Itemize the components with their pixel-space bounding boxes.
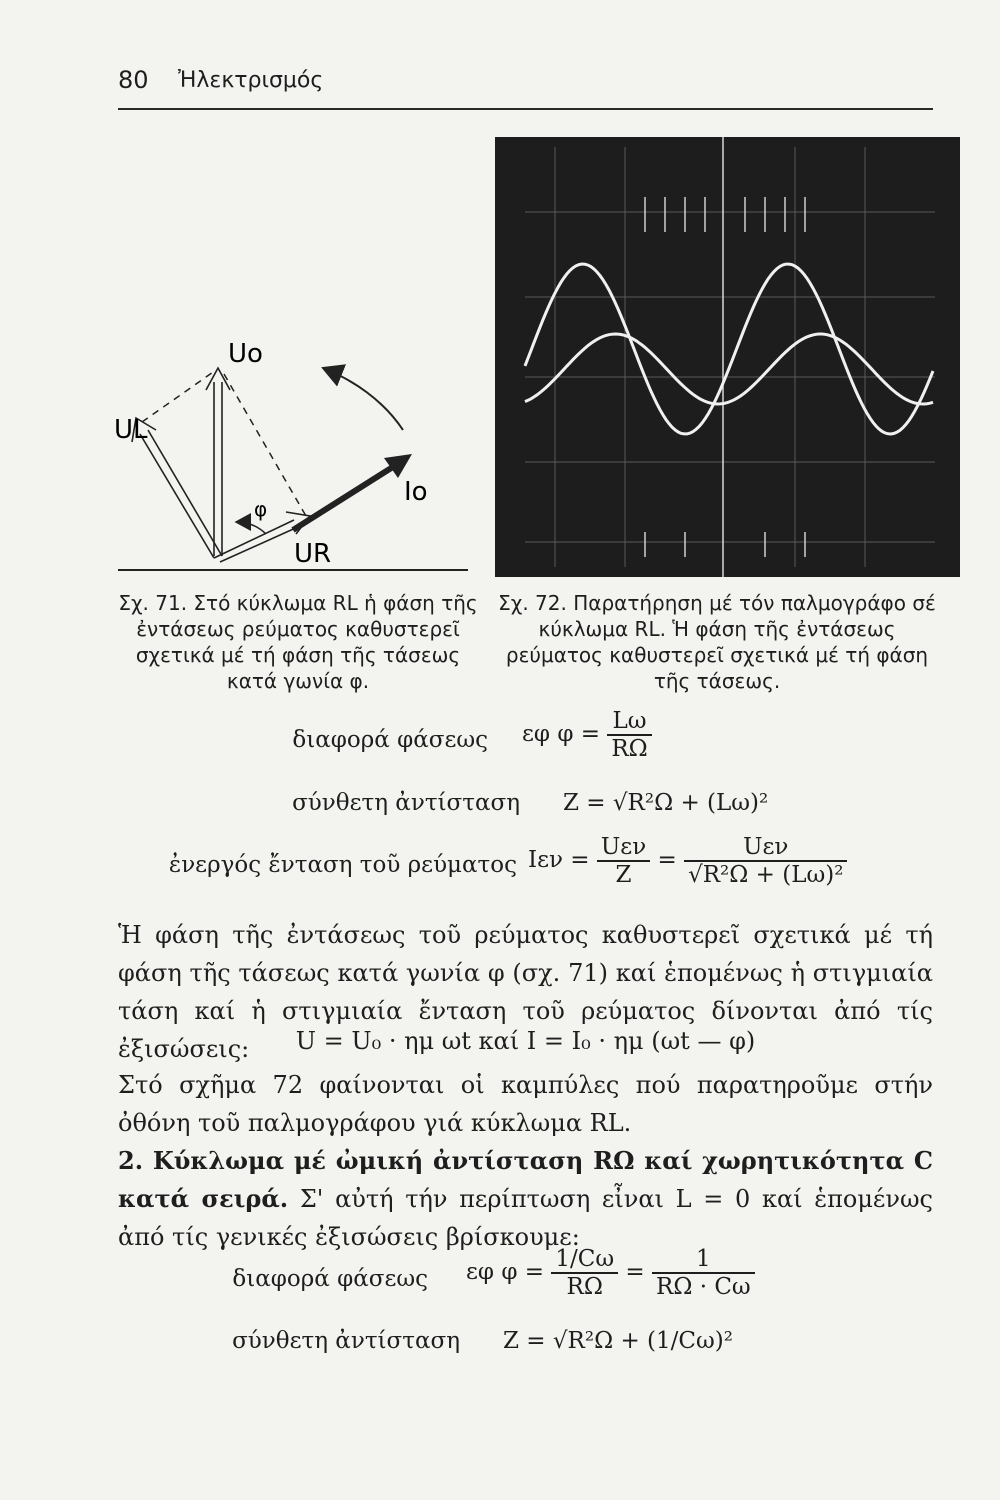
figure-72-oscilloscope (495, 137, 960, 577)
section-2-text: Σ' αὐτή τήν περίπτωση εἶναι L = 0 καί ἑπομένως ἀπό τίς γενικές ἐξισώσεις βρίσκουμε: (118, 1185, 933, 1251)
oscilloscope-screen (495, 137, 960, 577)
ul-vector (140, 434, 214, 558)
page-number: 80 (118, 66, 149, 94)
label-ul: UL (114, 415, 148, 445)
paragraph-1: Ἡ φάση τῆς ἐντάσεως τοῦ ρεύματος καθυστερεῖ σχετικά μέ τή φάση τῆς τάσεως κατά γωνία φ (σχ. 71) καί ἑπομένως ἡ στιγμιαία τάση καί ἡ στιγμιαία ἔνταση τοῦ ρεύματος δίνονται ἀπό τίς ἐξισώσεις: (118, 921, 933, 1063)
eq-phase-rl: εφ φ = $\frac{L\omega}{R\Omega}$ (522, 708, 652, 762)
figure-72-caption: Σχ. 72. Παρατήρηση μέ τόν παλμογράφο σέ κύκλωμα RL. Ἡ φάση τῆς ἐντάσεως ρεύματος καθυστερεῖ σχετικά μέ τή φάση τῆς τάσεως. (498, 591, 936, 693)
phi-arc (236, 522, 266, 534)
eq-impedance-rc: Z = √R²Ω + (1/Cω)² (503, 1328, 733, 1354)
label-phi: φ (254, 497, 268, 521)
i0-vector (293, 465, 396, 530)
rotation-arrow (323, 368, 403, 430)
paragraph-2: Στό σχῆμα 72 φαίνονται οἱ καμπύλες πού παρατηροῦμε στήν ὀθόνη τοῦ παλμογράφου γιά κύκλωμα RL. (118, 1071, 933, 1137)
eq-rc-impedance-label: σύνθετη ἀντίσταση (232, 1328, 460, 1354)
section-2-heading: 2. Κύκλωμα μέ ὠμική ἀντίσταση RΩ καί χωρητικότητα C κατά σειρά. (118, 1146, 933, 1213)
section-2 (118, 1142, 933, 1256)
eq-impedance-label: σύνθετη ἀντίσταση (292, 790, 520, 816)
label-ur: UR (294, 539, 332, 569)
eq-phase-label: διαφορά φάσεως (292, 727, 488, 753)
eq-current-rl: Iεν = $\frac{\text{Uεν}}{Z}$ = $\frac{\text{Uεν}}{\text{√R²Ω + (Lω)²}}$ (528, 834, 847, 888)
running-title: Ἠλεκτρισμός (178, 68, 324, 93)
figure-71-caption: Σχ. 71. Στό κύκλωμα RL ἡ φάση τῆς ἐντάσεως ρεύματος καθυστερεῖ σχετικά μέ τή φάση τῆς τάσεως κατά γωνία φ. (118, 591, 478, 693)
eq-current-label: ἐνεργός ἔνταση τοῦ ρεύματος (168, 852, 517, 878)
eq-impedance-rl: Z = √R²Ω + (Lω)² (563, 790, 769, 816)
eq-rc-phase-label: διαφορά φάσεως (232, 1266, 428, 1292)
label-i0: Io (404, 477, 428, 507)
label-u0: Uo (228, 339, 263, 369)
figure-71-phasor-diagram (114, 330, 498, 575)
dashed-line (142, 370, 216, 422)
eq-phase-rc: εφ φ = $\frac{1/C\omega}{R\Omega}$ = $\frac{1}{R\Omega \cdot C\omega}$ (466, 1246, 755, 1300)
instantaneous-equations: U = U₀ · ημ ωt καί I = I₀ · ημ (ωt — φ) (295, 1027, 756, 1055)
dashed-line (224, 374, 306, 516)
header-rule (118, 108, 933, 110)
